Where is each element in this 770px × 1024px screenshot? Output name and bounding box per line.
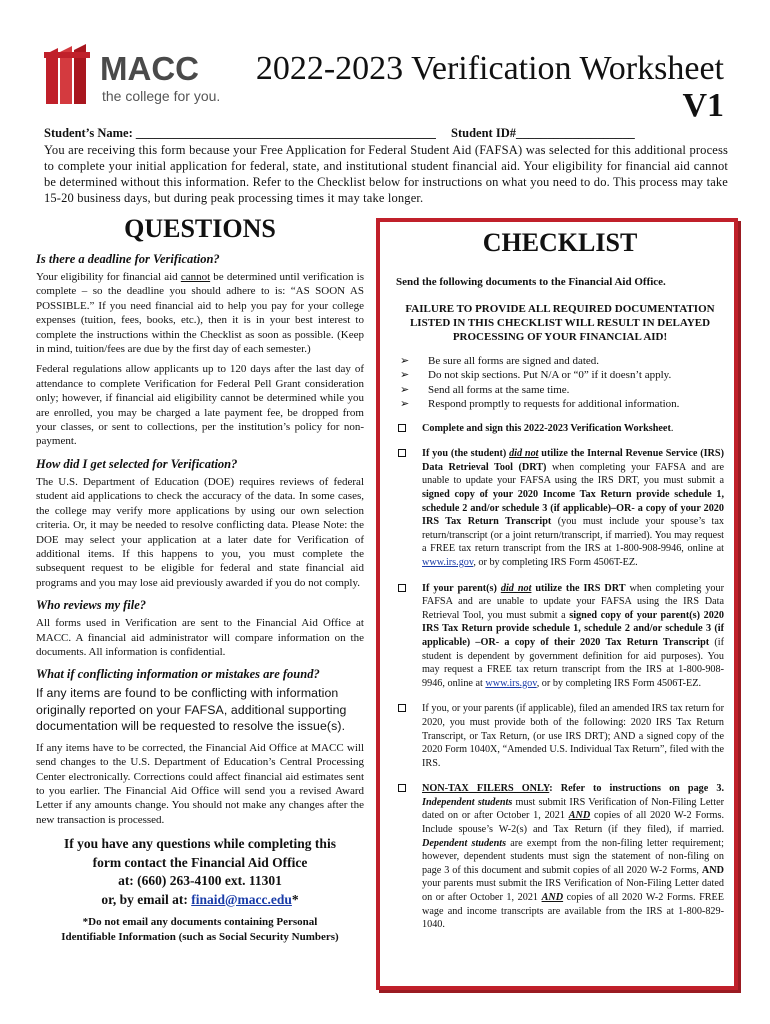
checklist-bullets bbox=[396, 354, 724, 412]
checkbox[interactable] bbox=[398, 424, 406, 432]
checklist-item-student-tax: If you (the student) did not utilize the Internal Revenue Service (IRS) Data Retrieval Tool (DRT) when completing your FAFSA and are unable to update your FAFSA using the IRS DRT, you must submit a signed copy of your 2020 Income Tax Return provide schedule 1, schedule 2 and/or schedule 3 (if applicable)–OR- a copy of your 2020 IRS Tax Return Transcript (you must include your spouse’s tax return/transcript (or a joint return/transcript, if married). You may request a FREE tax return transcript from the IRS at 1-800-908-9946, online at www.irs.gov, or by completing IRS Form 4506T-EZ. bbox=[396, 447, 724, 569]
questions-heading: QUESTIONS bbox=[124, 214, 276, 243]
bullet-item: ➢ Do not skip sections. Put N/A or “0” if it doesn’t apply. bbox=[400, 368, 724, 382]
questions-section bbox=[36, 214, 364, 944]
answer-selection: The U.S. Department of Education (DOE) requires reviews of federal student aid applications to check the accuracy of the data. In some cases, the college may verify more applications by using our own selection criteria. Or, it may be needed to resolve conflicting data. Please Note: the DOE may select your application at a later date for Verification of additional items. If this happens to you, you must complete the subsequent request to be eligible for federal and state financial aid programs and you may lose aid previously awarded if you do not comply. bbox=[36, 475, 364, 589]
checklist-item-non-tax-filers: NON-TAX FILERS ONLY: Refer to instructions on page 3. Independent students must submit IRS Verification of Non-Filing Letter dated on or after October 1, 2021 AND copies of all 2020 W-2 Forms. Include spouse’s W-2(s) and Tax Return (if they filed), if married. Dependent students are exempt from the non-filing letter requirement; however, dependent students must sign the statement of non-filing on page 3 of this document and submit copies of all 2020 W-2 Forms, AND your parents must submit the IRS Verification of Non-Filing Letter dated on or after October 1, 2021 AND copies of all 2020 W-2 Forms. FREE wage and income transcripts are available from the IRS at 1-800-829-1040. bbox=[396, 782, 724, 932]
title-line-1: 2022-2023 Verification Worksheet bbox=[255, 50, 724, 87]
checklist-item-worksheet: Complete and sign this 2022-2023 Verification Worksheet. bbox=[396, 422, 724, 436]
brand-tagline: the college for you. bbox=[102, 88, 221, 104]
page-title bbox=[256, 50, 724, 124]
checkbox[interactable] bbox=[398, 449, 406, 457]
answer-deadline-1: Your eligibility for financial aid cannot be determined until verification is complete – so the deadline you should adhere to is: “AS SOON AS POSSIBLE.” If you need financial aid to help you pay for your college expenses (tuition, fees, books, etc.), then it is in your best interest to complete the instructions within the Checklist as soon as possible. (Keep in mind, tuition/fees are due by the first day of each semester.) bbox=[36, 271, 364, 356]
footnote: *Do not email any documents containing Personal Identifiable Information (such as Social Security Numbers) bbox=[61, 916, 339, 943]
contact-block: If you have any questions while completing this form contact the Financial Aid Office at: (660) 263-4100 ext. 11301 or, by email at: finaid@macc.edu* bbox=[36, 835, 364, 909]
brand-name: MACC bbox=[100, 50, 199, 87]
macc-logo bbox=[42, 44, 222, 108]
student-name-field[interactable]: Student’s Name: ________________________________________________ bbox=[44, 126, 436, 140]
question-conflicts: What if conflicting information or mistakes are found? bbox=[36, 667, 320, 682]
student-id-field[interactable]: Student ID#___________________ bbox=[451, 126, 635, 140]
title-version: V1 bbox=[682, 87, 724, 124]
email-link[interactable]: finaid@macc.edu bbox=[191, 891, 292, 907]
bullet-item: ➢ Be sure all forms are signed and dated. bbox=[400, 354, 724, 368]
checklist-item-parent-tax: If your parent(s) did not utilize the IRS DRT when completing your FAFSA and are unable to update your FAFSA using the IRS Data Retrieval Tool, you must submit a signed copy of your parent(s) 2020 IRS Tax Return provide schedule 1, schedule 2 and/or schedule 3 (if applicable) –OR- a copy of their 2020 Tax Return Transcript (if student is dependent by government definition for aid purposes). You may request a FREE tax return transcript from the IRS at 1-800-908-9946, online at www.irs.gov, or by completing IRS Form 4506T-EZ. bbox=[396, 582, 724, 691]
answer-deadline-2: Federal regulations allow applicants up to 120 days after the last day of attendance to complete Verification for Federal Pell Grant consideration only; however, if financial aid eligibility cannot be determined while you are enrolled, you may be charged a late payment fee, be dropped from your classes, or sent to collections, per the institution’s policy for non-payment. bbox=[36, 363, 364, 448]
checklist-box bbox=[376, 218, 738, 990]
answer-conflicts-2: If any items have to be corrected, the Financial Aid Office at MACC will send changes to the U.S. Department of Education’s Central Processing Center electronically. Corrections could affect financial aid estimates sent to you earlier. The Financial Aid Office will send you a revised Award Letter if any amounts change. You should not make any changes after the new transaction is processed. bbox=[36, 741, 364, 826]
question-reviewer: Who reviews my file? bbox=[36, 598, 147, 613]
bullet-item: ➢ Respond promptly to requests for additional information. bbox=[400, 397, 724, 411]
answer-reviewer: All forms used in Verification are sent to the Financial Aid Office at MACC. A financial aid administrator will compare information on the documents. All information is confidential. bbox=[36, 617, 364, 658]
contact-phone: at: (660) 263-4100 ext. 11301 bbox=[118, 873, 282, 889]
checkbox[interactable] bbox=[398, 784, 406, 792]
student-info-line bbox=[44, 126, 635, 141]
checklist-warning: FAILURE TO PROVIDE ALL REQUIRED DOCUMENTATION LISTED IN THIS CHECKLIST WILL RESULT IN DELAYED PROCESSING OF YOUR FINANCIAL AID! bbox=[405, 303, 715, 343]
checklist-send-instruction: Send the following documents to the Financial Aid Office. bbox=[396, 276, 666, 288]
answer-conflicts-1: If any items are found to be conflicting with information originally reported on your FAFSA, additional supporting documentation will be requested to resolve the issue(s). bbox=[36, 686, 347, 734]
question-selection: How did I get selected for Verification? bbox=[36, 456, 238, 471]
checklist-heading: CHECKLIST bbox=[482, 228, 638, 257]
irs-link[interactable]: www.irs.gov bbox=[422, 556, 474, 568]
checkbox[interactable] bbox=[398, 704, 406, 712]
bullet-item: ➢ Send all forms at the same time. bbox=[400, 383, 724, 397]
macc-logo-mark-icon bbox=[42, 44, 94, 108]
intro-paragraph: You are receiving this form because your Free Application for Federal Student Aid (FAFSA) was selected for this additional process to complete your initial application for federal, state, and institutional student financial aid. Your eligibility for financial aid cannot be determined without this information. Refer to the Checklist below for instructions on what you need to do. This process may take 15-20 business days, but during peak processing times it may take longer. bbox=[44, 143, 728, 205]
checkbox[interactable] bbox=[398, 584, 406, 592]
question-deadline: Is there a deadline for Verification? bbox=[36, 252, 220, 266]
irs-link[interactable]: www.irs.gov bbox=[485, 677, 537, 689]
checklist-item-amended: If you, or your parents (if applicable), filed an amended IRS tax return for 2020, you must provide both of the following: 2020 IRS Tax Return Transcript, or Tax Return, (or use IRS DRT); AND a signed copy of the 2020 Form 1040X, “Amended U.S. Individual Tax Return”, filed with the IRS. bbox=[396, 702, 724, 770]
